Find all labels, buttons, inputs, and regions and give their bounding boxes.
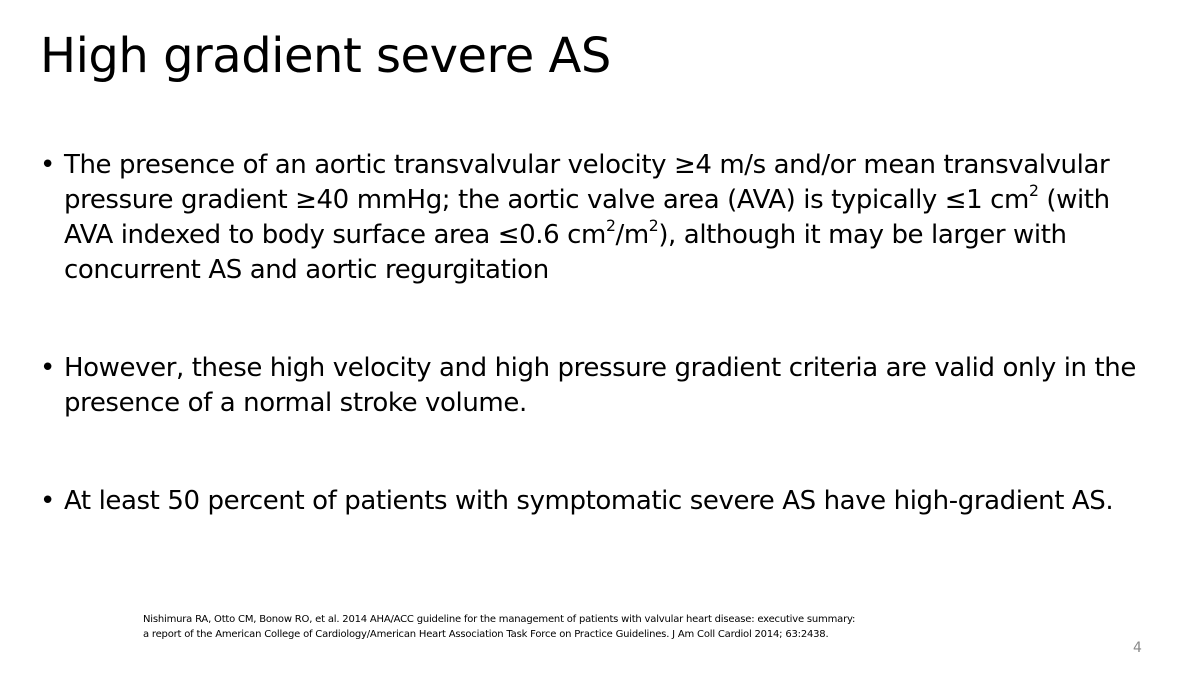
citation-line: Nishimura RA, Otto CM, Bonow RO, et al. 2014 AHA/ACC guideline for the management of patients with valvular heart disease: executive summary: bbox=[143, 614, 856, 625]
superscript: 2 bbox=[648, 217, 659, 236]
bullet-text-part: (with AVA indexed to body surface area ≤0.6 cm bbox=[64, 185, 1110, 250]
bullet-text-part: ), although it may be larger with concurrent AS and aortic regurgitation bbox=[64, 220, 1067, 285]
bullet-text-part: The presence of an aortic transvalvular velocity ≥4 m/s and/or mean transvalvular pressure gradient ≥40 mmHg; the aortic valve area (AVA) is typically ≤1 cm bbox=[64, 150, 1110, 215]
bullet-marker: • bbox=[40, 150, 55, 180]
bullet-text bbox=[64, 148, 1165, 288]
bullet-marker: • bbox=[40, 353, 55, 383]
citation-line: a report of the American College of Cardiology/American Heart Association Task Force on Practice Guidelines. J Am Coll Cardiol 2014; 63:2438. bbox=[143, 629, 829, 640]
bullet-text-part: /m bbox=[615, 220, 649, 250]
citation-footnote bbox=[143, 612, 855, 642]
bullet-text: However, these high velocity and high pressure gradient criteria are valid only in the presence of a normal stroke volume. bbox=[64, 353, 1136, 418]
bullet-text: At least 50 percent of patients with symptomatic severe AS have high-gradient AS. bbox=[64, 486, 1114, 516]
superscript: 2 bbox=[1028, 182, 1039, 201]
bullet-marker: • bbox=[40, 486, 55, 516]
superscript: 2 bbox=[605, 217, 616, 236]
slide-number: 4 bbox=[1133, 640, 1142, 656]
slide-title: High gradient severe AS bbox=[40, 28, 611, 84]
